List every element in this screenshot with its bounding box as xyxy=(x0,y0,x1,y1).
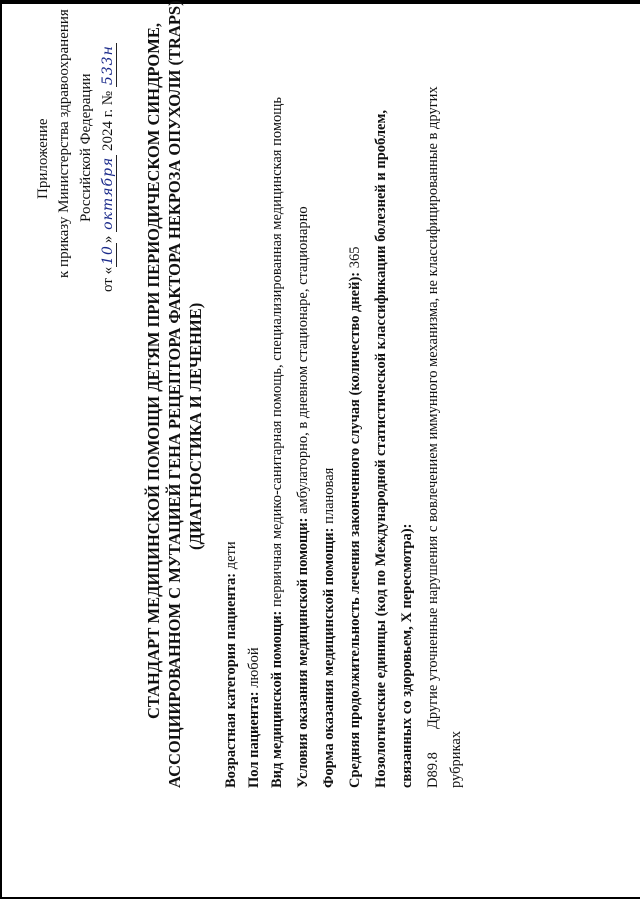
field-age-value: дети xyxy=(223,541,239,573)
field-form xyxy=(322,468,337,788)
diagnosis-code: D89.8 xyxy=(425,752,441,788)
annex-order: к приказу Министерства здравоохранения xyxy=(56,9,72,278)
diagnosis-text-line-1: Другие уточненные нарушения с вовлечением иммунного механизма, не классифицированные в других xyxy=(425,86,441,729)
field-duration-value: 365 xyxy=(347,246,363,272)
field-conditions-label: Условия оказания медицинской помощи: xyxy=(295,517,311,788)
annex-date-prefix: от « xyxy=(100,266,116,292)
field-care-type xyxy=(270,97,285,788)
field-care-type-label: Вид медицинской помощи: xyxy=(269,610,285,788)
field-form-label: Форма оказания медицинской помощи: xyxy=(321,527,337,788)
field-form-value: плановая xyxy=(321,467,337,528)
annex-country: Российской Федерации xyxy=(78,73,94,222)
annex-number: 533н xyxy=(100,45,116,86)
field-sex-value: любой xyxy=(246,647,262,692)
annex-date-line xyxy=(101,43,116,292)
field-sex xyxy=(247,647,262,788)
field-conditions xyxy=(296,206,311,788)
annex-date-day: 10 xyxy=(100,245,116,265)
field-duration-label: Средняя продолжительность лечения законченного случая (количество дней): xyxy=(347,271,363,788)
field-conditions-value: амбулаторно, в дневном стационаре, стационарно xyxy=(295,206,311,518)
field-care-type-value: первичная медико-санитарная помощь, специализированная медицинская помощь xyxy=(269,96,285,611)
field-duration xyxy=(348,247,363,789)
annex-title: Приложение xyxy=(35,118,51,199)
diagnosis-text-line-2: рубриках xyxy=(448,730,464,788)
field-nosology-line-2: связанных со здоровьем, X пересмотра): xyxy=(399,523,415,788)
field-age-label: Возрастная категория пациента: xyxy=(223,572,239,788)
field-nosology-line-1: Нозологические единицы (код по Международной статистической классификации болезней и проблем, xyxy=(373,110,389,788)
annex-date-mid: » xyxy=(100,235,116,244)
doc-title-line-1: СТАНДАРТ МЕДИЦИНСКОЙ ПОМОЩИ ДЕТЯМ ПРИ ПЕРИОДИЧЕСКОМ СИНДРОМЕ, xyxy=(144,23,163,719)
annex-date-month: октября xyxy=(100,156,116,230)
field-age xyxy=(224,541,239,788)
field-sex-label: Пол пациента: xyxy=(246,691,262,788)
annex-date-year: 2024 г. № xyxy=(100,90,116,151)
doc-title-line-3: (ДИАГНОСТИКА И ЛЕЧЕНИЕ) xyxy=(186,302,205,550)
doc-title-line-2: АССОЦИИРОВАННОМ С МУТАЦИЕЙ ГЕНА РЕЦЕПТОРА ФАКТОРА НЕКРОЗА ОПУХОЛИ (TRAPS) xyxy=(165,0,184,788)
